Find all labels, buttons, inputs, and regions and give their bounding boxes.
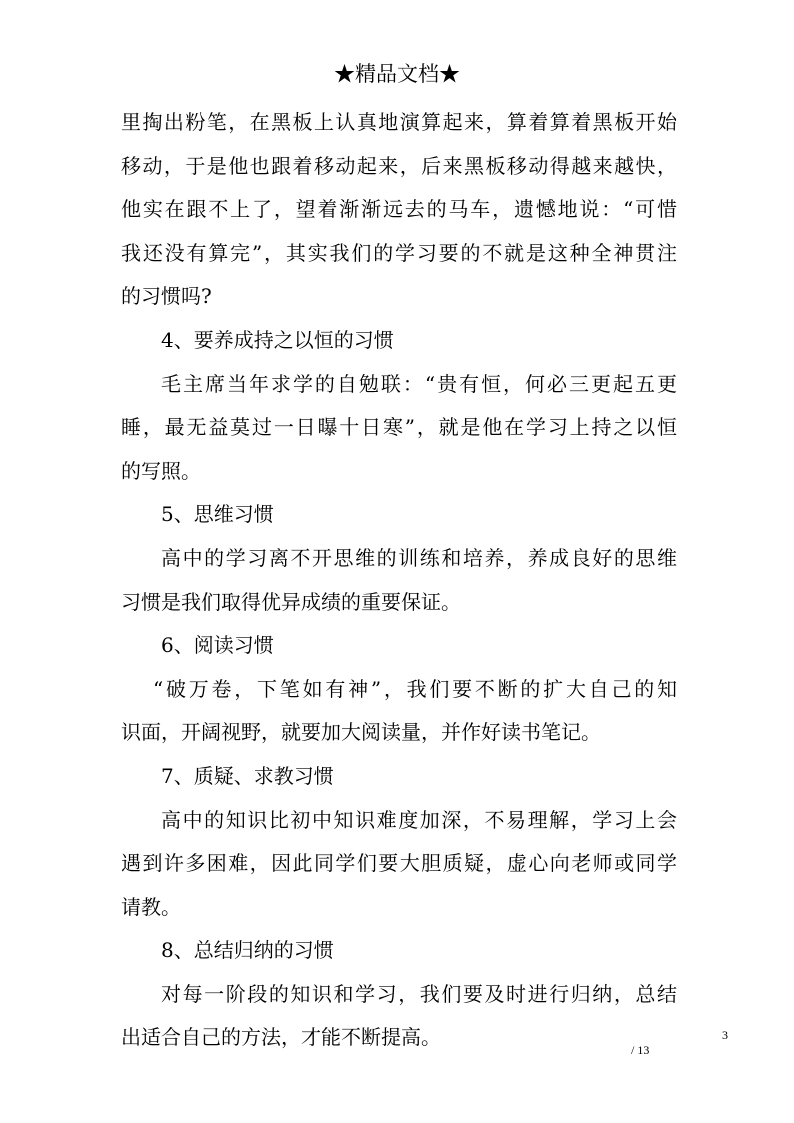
- section-heading-7: 7、质疑、求教习惯: [161, 763, 334, 788]
- paragraph-line: 对每一阶段的知识和学习，我们要及时进行归纳，总结: [161, 981, 677, 1006]
- section-heading-4: 4、要养成持之以恒的习惯: [161, 327, 394, 352]
- page-number: 3: [722, 1028, 728, 1042]
- paragraph-line: “破万卷，下笔如有神”，我们要不断的扩大自己的知: [153, 676, 677, 701]
- text-line: 我还没有算完”，其实我们的学习要的不就是这种全神贯注: [121, 240, 677, 265]
- paragraph-line: 遇到许多困难，因此同学们要大胆质疑，虚心向老师或同学: [121, 851, 677, 876]
- section-heading-6: 6、阅读习惯: [161, 633, 274, 658]
- paragraph-line: 的写照。: [121, 458, 201, 483]
- text-line: 他实在跟不上了，望着渐渐远去的马车，遗憾地说：“可惜: [121, 197, 677, 222]
- paragraph-line: 识面，开阔视野，就要加大阅读量，并作好读书笔记。: [121, 720, 601, 745]
- text-line: 移动，于是他也跟着移动起来，后来黑板移动得越来越快，: [121, 153, 677, 178]
- document-header: ★精品文档★: [334, 62, 460, 86]
- paragraph-line: 高中的学习离不开思维的训练和培养，养成良好的思维: [161, 545, 677, 570]
- paragraph-line: 睡，最无益莫过一日曝十日寒”，就是他在学习上持之以恒: [121, 415, 677, 440]
- paragraph-line: 请教。: [121, 894, 181, 919]
- section-heading-8: 8、总结归纳的习惯: [161, 938, 334, 963]
- document-body: [121, 101, 677, 1060]
- text-line: 里掏出粉笔，在黑板上认真地演算起来，算着算着黑板开始: [121, 110, 677, 134]
- section-heading-5: 5、思维习惯: [161, 502, 274, 527]
- paragraph-line: 毛主席当年求学的自勉联：“贵有恒，何必三更起五更: [161, 371, 677, 396]
- text-line: 的习惯吗?: [121, 284, 212, 309]
- page-total: / 13: [631, 1043, 650, 1057]
- paragraph-line: 出适合自己的方法，才能不断提高。: [121, 1025, 441, 1050]
- paragraph-line: 高中的知识比初中知识难度加深，不易理解，学习上会: [161, 807, 677, 832]
- paragraph-line: 习惯是我们取得优异成绩的重要保证。: [121, 589, 461, 614]
